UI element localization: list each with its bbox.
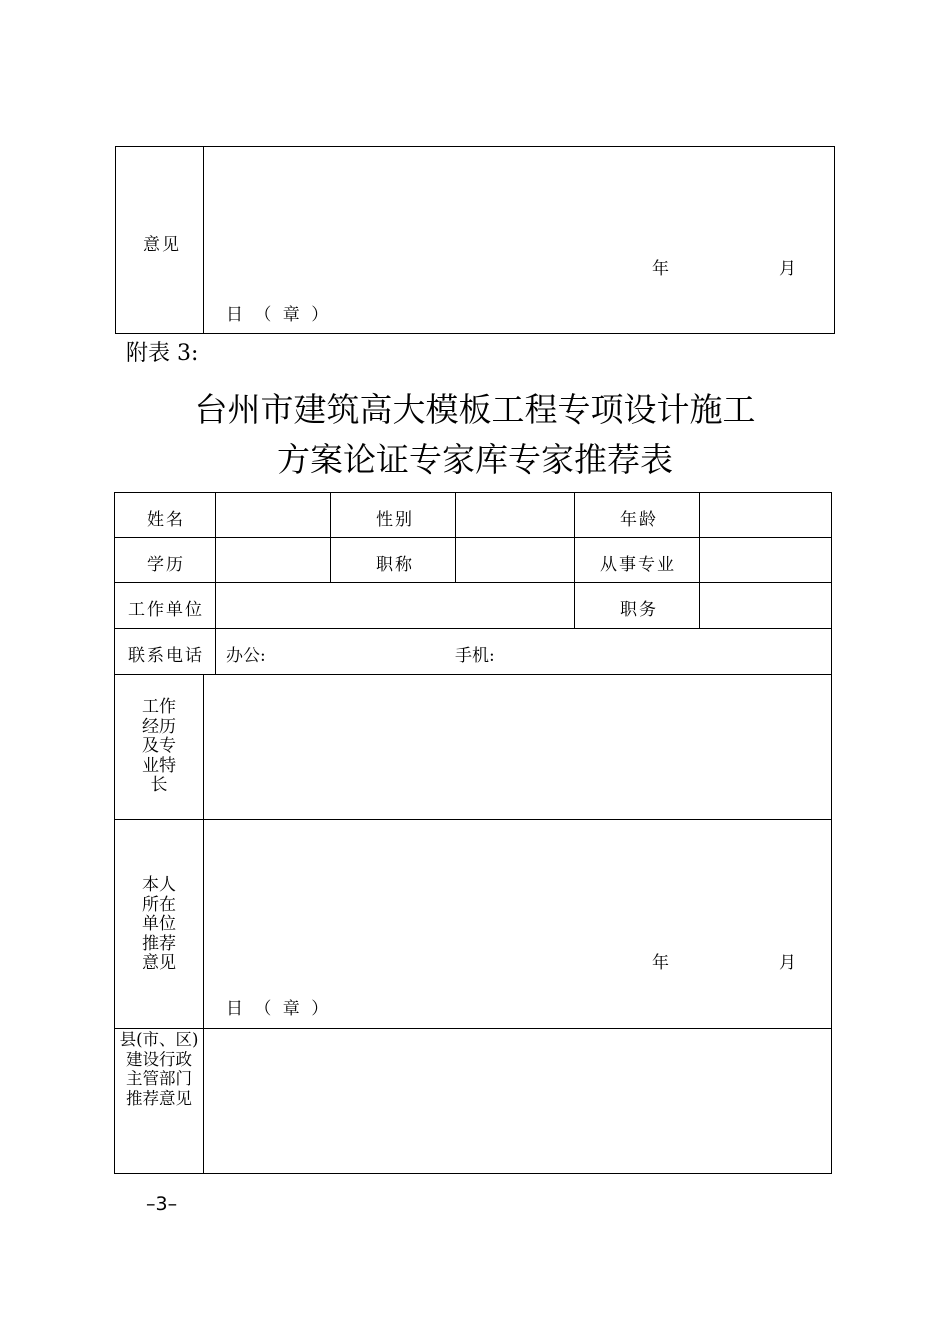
col-line (215, 492, 216, 674)
age-label: 年龄 (620, 510, 658, 530)
form-title-line2: 方案论证专家库专家推荐表 (277, 440, 673, 479)
col-line (699, 492, 700, 628)
employer-label: 工作单位 (128, 600, 204, 620)
top-year-label: 年 (652, 259, 671, 279)
row-line (114, 674, 832, 675)
page-number: –3– (146, 1193, 178, 1215)
col-line (455, 492, 456, 582)
row-line (114, 819, 832, 820)
row-line (114, 1028, 832, 1029)
experience-label: 工作 经历 及专 业特 长 (142, 697, 176, 795)
phone-label: 联系电话 (128, 646, 204, 666)
form-title-line1: 台州市建筑高大模板工程专项设计施工 (194, 390, 756, 429)
unit-recommendation-label: 本人 所在 单位 推荐 意见 (142, 875, 176, 973)
row-line (114, 628, 832, 629)
recommendation-form-table (114, 492, 832, 1174)
row-line (114, 582, 832, 583)
row-line (114, 537, 832, 538)
specialty-label: 从事专业 (600, 555, 676, 575)
position-label: 职务 (620, 600, 658, 620)
name-label: 姓名 (147, 510, 185, 530)
unit-year-label: 年 (652, 953, 671, 973)
col-line (330, 492, 331, 582)
education-label: 学历 (147, 555, 185, 575)
unit-day-seal-label: 日 （ 章 ） (226, 999, 332, 1019)
top-opinion-table (115, 146, 835, 334)
top-month-label: 月 (779, 259, 798, 279)
col-line (574, 492, 575, 628)
unit-month-label: 月 (779, 953, 798, 973)
top-day-seal-label: 日 （ 章 ） (226, 305, 332, 325)
mobile-phone-label: 手机: (455, 646, 495, 666)
appendix-label: 附表 3: (126, 341, 199, 366)
county-department-label: 县(市、区) 建设行政 主管部门 推荐意见 (119, 1030, 199, 1108)
gender-label: 性别 (376, 510, 414, 530)
professional-title-label: 职称 (376, 555, 414, 575)
top-table-divider (203, 146, 204, 334)
office-phone-label: 办公: (226, 646, 266, 666)
opinion-label: 意见 (143, 235, 181, 255)
